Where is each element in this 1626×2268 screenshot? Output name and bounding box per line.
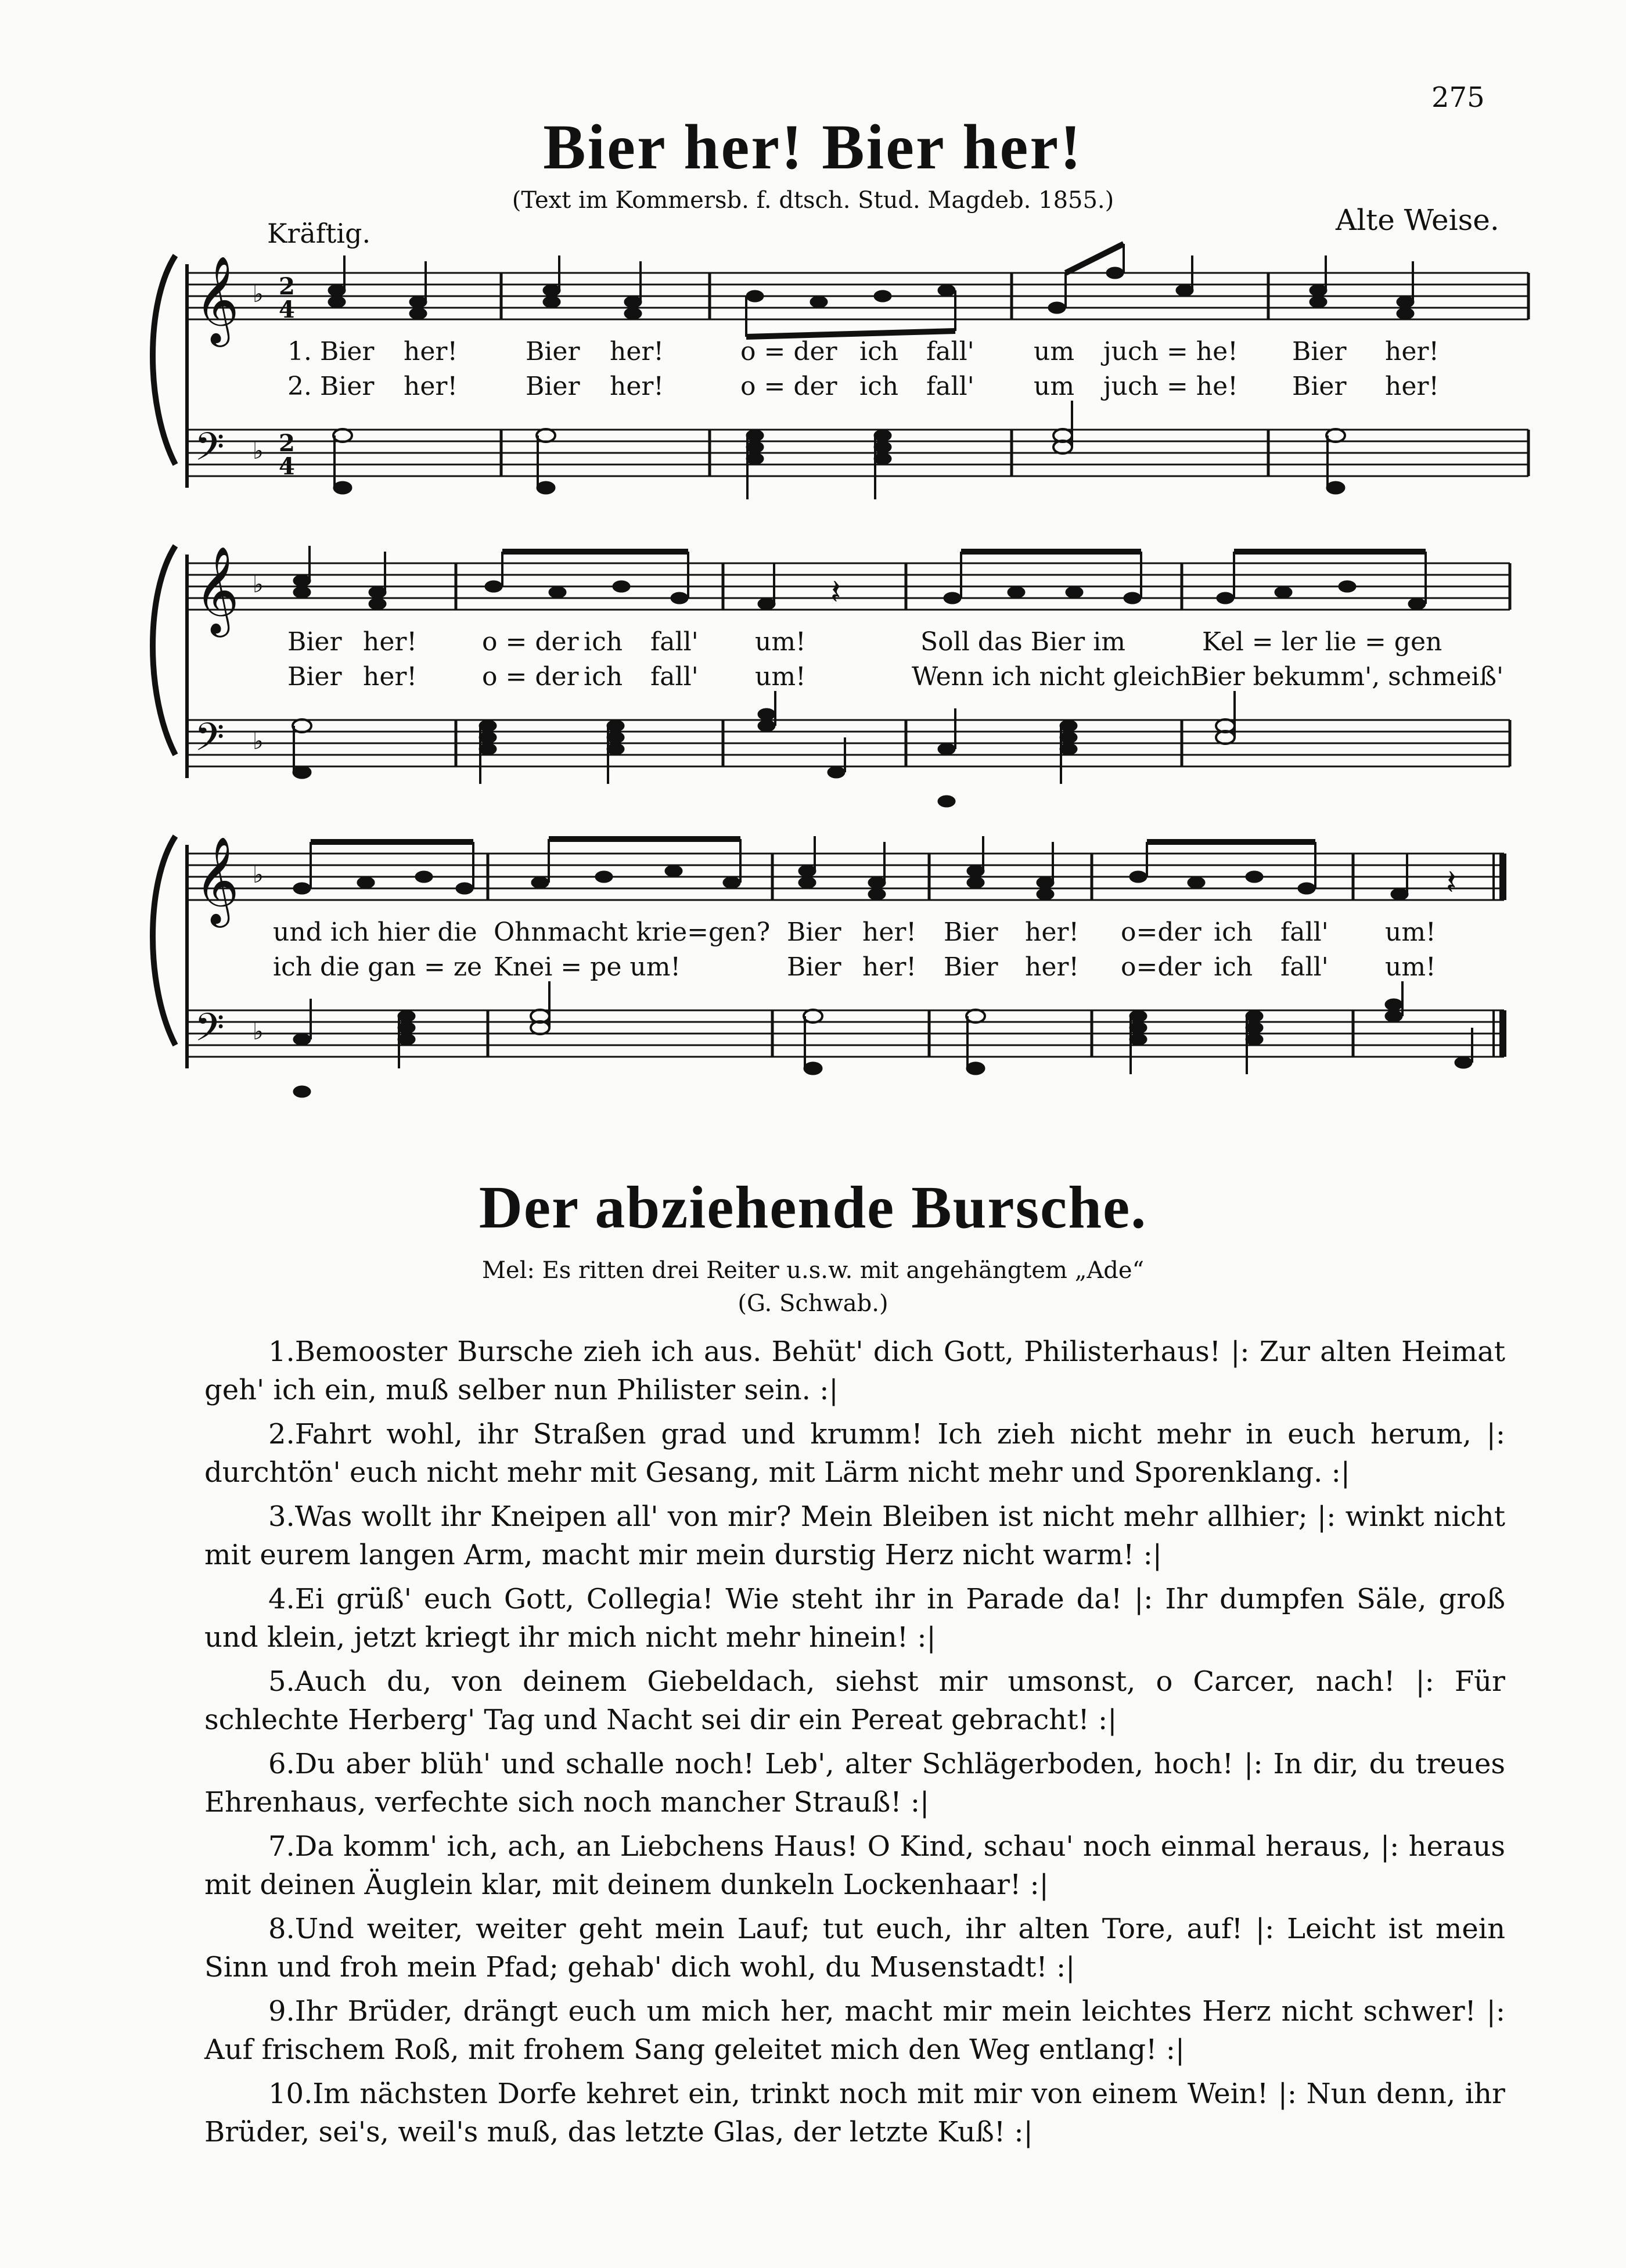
verse-5 xyxy=(204,1662,1505,1739)
verse-number: 3. xyxy=(268,1500,295,1533)
verse-10 xyxy=(204,2075,1505,2151)
lyric-syllable: Bier xyxy=(787,917,841,947)
verse-number: 1. xyxy=(268,1335,295,1368)
verse-text: Fahrt wohl, ihr Straßen grad und krumm! Ich zieh nicht mehr in euch herum, |: durchtön' euch nicht mehr mit Gesang, mit Lärm nicht mehr und Sporenklang. :| xyxy=(204,1418,1505,1489)
lyric-syllable: Bier xyxy=(944,952,998,982)
verse-2 xyxy=(204,1415,1505,1492)
verse-text: Da komm' ich, ach, an Liebchens Haus! O Kind, schau' noch einmal heraus, |: heraus mit deinen Äuglein klar, mit deinem dunkeln Lockenhaar! :| xyxy=(204,1830,1505,1901)
lyric-syllable: Bier xyxy=(526,337,580,366)
lyric-syllable: her! xyxy=(862,952,917,982)
lyric-syllable: Bier xyxy=(287,662,342,692)
lyric-syllable: her! xyxy=(404,372,458,401)
lyric-syllable: fall' xyxy=(1280,952,1329,982)
lyric-syllable: her! xyxy=(1385,372,1440,401)
lyric-syllable: her! xyxy=(610,337,664,366)
lyric-syllable: Bier xyxy=(787,952,841,982)
lyric-syllable: um! xyxy=(1385,952,1436,982)
bass-clef-icon: 𝄢 xyxy=(195,715,225,769)
lyric-syllable: o = der xyxy=(740,372,837,401)
lyric-syllable: Kel = ler lie = gen xyxy=(1202,627,1442,657)
lyric-syllable: ich die gan = ze xyxy=(273,952,483,982)
lyric-syllable: und ich hier die xyxy=(273,917,477,947)
verse-text: Im nächsten Dorfe kehret ein, trinkt noch mit mir von einem Wein! |: Nun denn, ihr Brüder, sei's, weil's muß, das letzte Glas, der letzte Kuß! :| xyxy=(204,2078,1505,2148)
flat-sign-icon: ♭ xyxy=(253,728,264,755)
verse-text: Auch du, von deinem Giebeldach, siehst mir umsonst, o Carcer, nach! |: Für schlechte Herberg' Tag und Nacht sei dir ein Pereat gebracht! :| xyxy=(204,1665,1505,1736)
lyric-syllable: Bier xyxy=(526,372,580,401)
notes-treble xyxy=(293,546,1426,613)
verse-text: Ihr Brüder, drängt euch um mich her, macht mir mein leichtes Herz nicht schwer! |: Auf frischem Roß, mit frohem Sang geleitet mich den Weg entlang! :| xyxy=(204,1995,1505,2066)
song2-title: Der abziehende Bursche. xyxy=(479,1174,1147,1241)
quarter-rest-icon: 𝄽 xyxy=(1446,862,1457,903)
verse-text: Bemooster Bursche zieh ich aus. Behüt' dich Gott, Philisterhaus! |: Zur alten Heimat geh' ich ein, muß selber nun Philister sein. :| xyxy=(204,1335,1505,1406)
verse-number: 7. xyxy=(268,1830,295,1863)
lyric-syllable: her! xyxy=(363,627,418,657)
verse-number: 9. xyxy=(268,1995,295,2028)
lyric-syllable: Soll das Bier im xyxy=(920,627,1125,657)
lyric-syllable: ich xyxy=(859,372,899,401)
notes-treble xyxy=(293,836,1456,903)
song1-title: Bier her! Bier her! xyxy=(543,111,1083,182)
verse-6 xyxy=(204,1745,1505,1821)
treble-clef-icon: 𝄞 xyxy=(195,255,239,343)
notes-bass xyxy=(333,401,1345,499)
lyric-syllable: her! xyxy=(404,337,458,366)
lyric-syllable: her! xyxy=(1025,952,1080,982)
verse-text: Und weiter, weiter geht mein Lauf; tut euch, ihr alten Tore, auf! |: Leicht ist mein Sinn und froh mein Pfad; gehab' dich wohl, du Musenstadt! :| xyxy=(204,1913,1505,1983)
notes-bass xyxy=(293,981,1472,1097)
verse-number: 2. xyxy=(268,1418,295,1450)
lyric-syllable: her! xyxy=(363,662,418,692)
lyric-syllable: her! xyxy=(862,917,917,947)
verse-number: 8. xyxy=(268,1913,295,1945)
lyric-syllable: juch = he! xyxy=(1103,337,1238,366)
bass-staff xyxy=(187,1010,1504,1057)
lyric-syllable: o = der xyxy=(482,662,579,692)
song1-tempo: Kräftig. xyxy=(267,218,371,249)
lyric-syllable: her! xyxy=(1385,337,1440,366)
flat-sign-icon: ♭ xyxy=(253,438,264,465)
grand-staff-brace xyxy=(153,836,175,1045)
lyric-syllable: Bier xyxy=(1292,372,1347,401)
song2-verses xyxy=(204,1333,1505,2157)
verse-8 xyxy=(204,1910,1505,1986)
lyric-syllable: 1. Bier xyxy=(287,337,375,366)
treble-clef-icon: 𝄞 xyxy=(195,545,239,633)
flat-sign-icon: ♭ xyxy=(253,1018,264,1045)
lyric-syllable: Bier bekumm', schmeiß' xyxy=(1190,662,1504,692)
lyric-syllable: Bier xyxy=(944,917,998,947)
lyric-syllable: Bier xyxy=(1292,337,1347,366)
verse-1 xyxy=(204,1333,1505,1409)
lyric-syllable: o=der xyxy=(1121,917,1201,947)
song2-author: (G. Schwab.) xyxy=(738,1290,888,1317)
verse-7 xyxy=(204,1827,1505,1904)
bass-clef-icon: 𝄢 xyxy=(195,1005,225,1059)
lyric-syllable: fall' xyxy=(926,372,974,401)
time-signature: 4 xyxy=(279,453,295,480)
lyric-syllable: fall' xyxy=(650,627,699,657)
lyric-syllable: um! xyxy=(1385,917,1436,947)
lyric-syllable: ich xyxy=(859,337,899,366)
flat-sign-icon: ♭ xyxy=(253,571,264,598)
treble-clef-icon: 𝄞 xyxy=(195,836,239,924)
verse-number: 5. xyxy=(268,1665,295,1698)
lyric-syllable: her! xyxy=(1025,917,1080,947)
lyric-syllable: o = der xyxy=(740,337,837,366)
verse-number: 10. xyxy=(268,2078,313,2110)
verse-4 xyxy=(204,1580,1505,1657)
song1-source: (Text im Kommersb. f. dtsch. Stud. Magdeb. 1855.) xyxy=(512,187,1114,214)
lyric-syllable: ich xyxy=(1214,952,1253,982)
flat-sign-icon: ♭ xyxy=(253,281,264,308)
verse-text: Ei grüß' euch Gott, Collegia! Wie steht ihr in Parade da! |: Ihr dumpfen Säle, groß und klein, jetzt kriegt ihr mich nicht mehr hinein! :| xyxy=(204,1583,1505,1654)
lyric-syllable: ich xyxy=(584,627,623,657)
bass-staff xyxy=(187,720,1510,766)
lyric-syllable: um! xyxy=(755,627,806,657)
song2-melody-note: Mel: Es ritten drei Reiter u.s.w. mit angehängtem „Ade“ xyxy=(481,1257,1145,1284)
lyric-syllable: Bier xyxy=(287,627,342,657)
verse-text: Was wollt ihr Kneipen all' von mir? Mein Bleiben ist nicht mehr allhier; |: winkt nicht mit eurem langen Arm, macht mir mein durstig Herz nicht warm! :| xyxy=(204,1500,1505,1571)
verse-number: 6. xyxy=(268,1748,295,1780)
lyric-syllable: o = der xyxy=(482,627,579,657)
lyric-syllable: her! xyxy=(610,372,664,401)
page-number: 275 xyxy=(1431,81,1485,114)
time-signature: 2 xyxy=(279,430,295,457)
song1-melody-credit: Alte Weise. xyxy=(1336,203,1499,237)
lyric-syllable: um! xyxy=(755,662,806,692)
notes-bass xyxy=(293,691,1235,807)
lyric-syllable: Wenn ich nicht gleich xyxy=(912,662,1192,692)
lyric-syllable: um xyxy=(1034,372,1075,401)
bass-clef-icon: 𝄢 xyxy=(195,424,225,478)
lyric-syllable: fall' xyxy=(650,662,699,692)
lyric-syllable: fall' xyxy=(926,337,974,366)
verse-3 xyxy=(204,1497,1505,1574)
treble-staff xyxy=(187,273,1528,319)
verse-9 xyxy=(204,1992,1505,2069)
lyric-syllable: juch = he! xyxy=(1103,372,1238,401)
grand-staff-brace xyxy=(153,255,175,465)
lyric-syllable: ich xyxy=(584,662,623,692)
grand-staff-brace xyxy=(153,546,175,755)
notes-treble xyxy=(328,244,1414,337)
lyric-syllable: Knei = pe um! xyxy=(494,952,681,982)
lyric-syllable: fall' xyxy=(1280,917,1329,947)
flat-sign-icon: ♭ xyxy=(253,862,264,888)
lyric-syllable: um xyxy=(1034,337,1075,366)
time-signature: 2 xyxy=(279,273,295,300)
quarter-rest-icon: 𝄽 xyxy=(830,572,841,613)
verse-text: Du aber blüh' und schalle noch! Leb', alter Schlägerboden, hoch! |: In dir, du treues Ehrenhaus, verfechte sich noch mancher Strauß! :| xyxy=(204,1748,1505,1819)
verse-number: 4. xyxy=(268,1583,295,1615)
lyric-syllable: ich xyxy=(1214,917,1253,947)
lyric-syllable: Ohnmacht krie=gen? xyxy=(494,917,771,947)
time-signature: 4 xyxy=(279,296,295,323)
lyric-syllable: 2. Bier xyxy=(287,372,375,401)
lyric-syllable: o=der xyxy=(1121,952,1201,982)
